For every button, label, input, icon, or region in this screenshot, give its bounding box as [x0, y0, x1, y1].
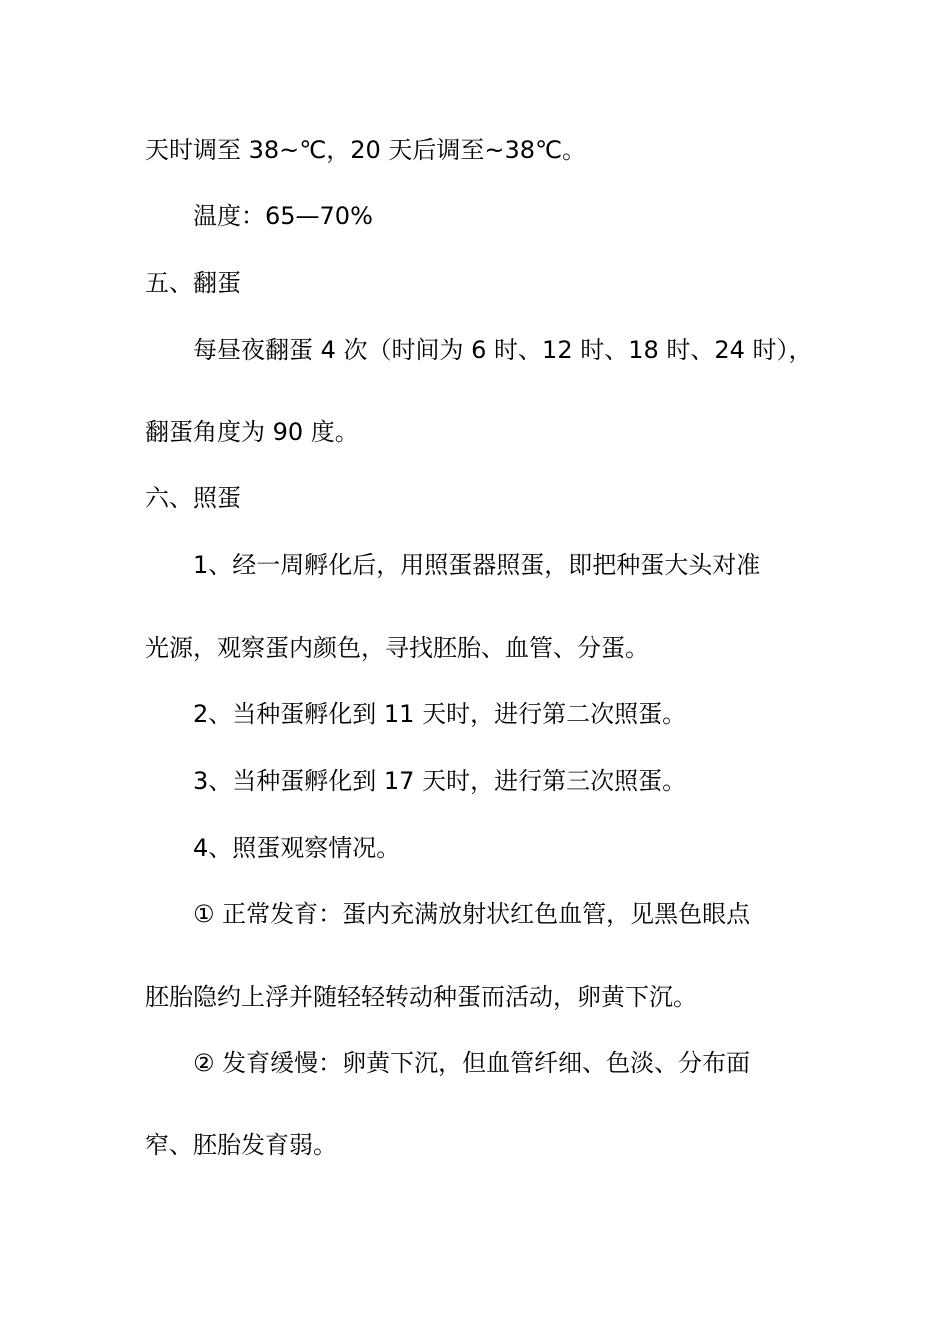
- text-line-slow-development-cont: 窄、胚胎发育弱。: [145, 1131, 337, 1159]
- text-line-candling-step-4: 4、照蛋观察情况。: [193, 834, 401, 862]
- text-line-turning-frequency: 每昼夜翻蛋 4 次（时间为 6 时、12 时、18 时、24 时），: [193, 336, 813, 364]
- section-heading-turning-eggs: 五、翻蛋: [145, 269, 241, 297]
- text-line-candling-step-3: 3、当种蛋孵化到 17 天时，进行第三次照蛋。: [193, 767, 687, 795]
- section-heading-candling: 六、照蛋: [145, 484, 241, 512]
- text-line-candling-step-1: 1、经一周孵化后，用照蛋器照蛋，即把种蛋大头对准: [193, 551, 761, 579]
- text-line-temperature-schedule: 天时调至 38~℃，20 天后调至~38℃。: [145, 136, 586, 164]
- text-line-humidity: 温度：65—70%: [193, 202, 373, 230]
- text-line-candling-step-1-cont: 光源，观察蛋内颜色，寻找胚胎、血管、分蛋。: [145, 634, 649, 662]
- text-line-slow-development: ② 发育缓慢：卵黄下沉，但血管纤细、色淡、分布面: [193, 1049, 751, 1077]
- text-line-normal-development: ① 正常发育：蛋内充满放射状红色血管，见黑色眼点: [193, 900, 751, 928]
- text-line-normal-development-cont: 胚胎隐约上浮并随轻轻转动种蛋而活动，卵黄下沉。: [145, 983, 697, 1011]
- text-line-candling-step-2: 2、当种蛋孵化到 11 天时，进行第二次照蛋。: [193, 700, 687, 728]
- text-line-turning-angle: 翻蛋角度为 90 度。: [145, 418, 359, 446]
